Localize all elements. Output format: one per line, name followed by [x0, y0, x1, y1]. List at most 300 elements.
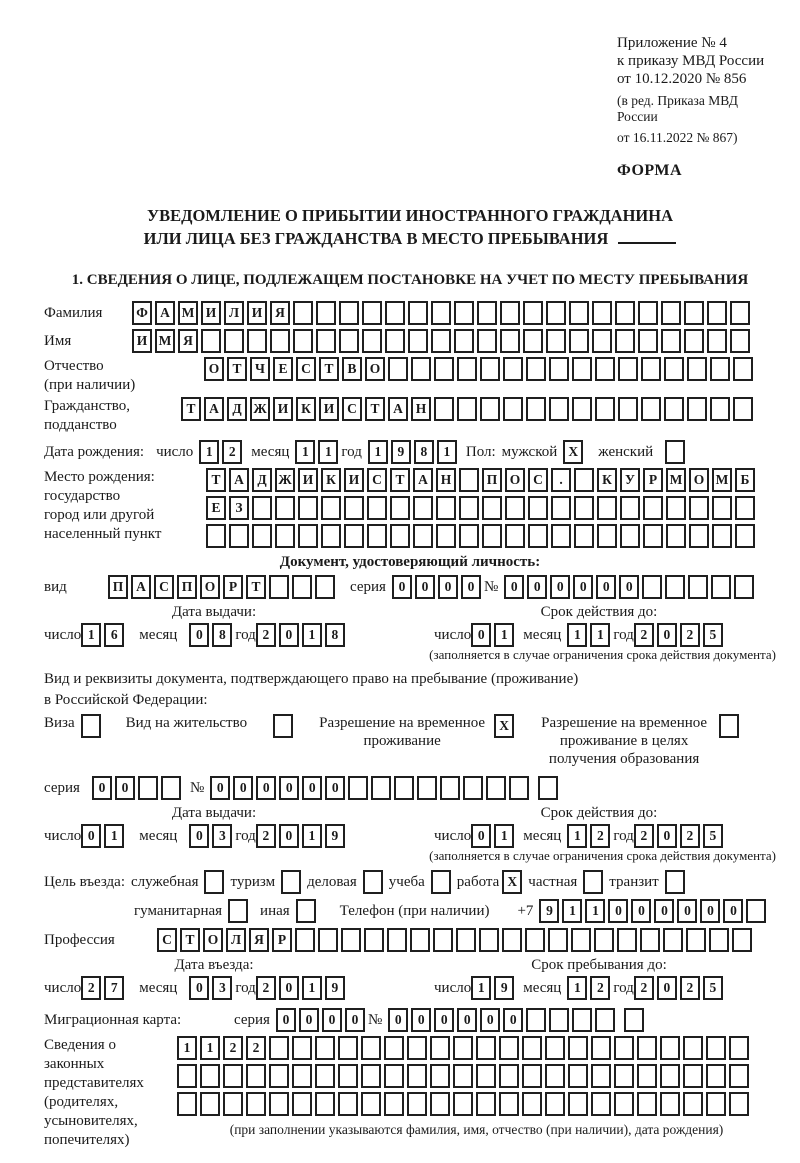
- filled-char-cell: 0: [302, 776, 322, 800]
- filled-char-cell: 3: [212, 976, 232, 1000]
- form-title: [44, 204, 776, 250]
- empty-char-cell: [526, 397, 546, 421]
- empty-char-cell: [615, 329, 635, 353]
- empty-char-cell: [643, 524, 663, 548]
- entry-date-col: [44, 956, 434, 1000]
- empty-char-cell: [298, 524, 318, 548]
- filled-char-cell: 0: [415, 575, 435, 599]
- filled-char-cell: 0: [677, 899, 697, 923]
- entry-year: [256, 976, 348, 1000]
- empty-char-cell: [341, 928, 361, 952]
- birth-place-row1: [206, 468, 758, 492]
- empty-char-cell: [269, 1064, 289, 1088]
- empty-char-cell: [549, 397, 569, 421]
- title-blank-line: [618, 228, 676, 244]
- filled-char-cell: И: [247, 301, 267, 325]
- empty-char-cell: [252, 496, 272, 520]
- filled-char-cell: М: [155, 329, 175, 353]
- empty-char-cell: [684, 301, 704, 325]
- residence-issue-month: [189, 824, 235, 848]
- empty-char-cell: [270, 329, 290, 353]
- purpose-study-checkbox: [431, 870, 451, 894]
- empty-char-cell: [614, 1092, 634, 1116]
- filled-char-cell: 0: [189, 976, 209, 1000]
- empty-char-cell: [476, 1064, 496, 1088]
- empty-char-cell: [546, 301, 566, 325]
- empty-char-cell: [545, 1092, 565, 1116]
- birth-year-label: год: [341, 443, 362, 460]
- residence-doc-series-row: [44, 776, 776, 800]
- empty-char-cell: [624, 1008, 644, 1032]
- surname-label: Фамилия: [44, 304, 103, 321]
- empty-char-cell: [569, 329, 589, 353]
- filled-char-cell: 0: [81, 824, 101, 848]
- empty-char-cell: [430, 1036, 450, 1060]
- empty-char-cell: [315, 1064, 335, 1088]
- filled-char-cell: 0: [461, 575, 481, 599]
- form-title-line1: УВЕДОМЛЕНИЕ О ПРИБЫТИИ ИНОСТРАННОГО ГРАЖДАНИНА: [146, 206, 674, 225]
- entry-date-heading: Дата въезда:: [174, 957, 254, 973]
- filled-char-cell: 0: [700, 899, 720, 923]
- phone-prefix: +7: [517, 902, 534, 919]
- empty-char-cell: [525, 928, 545, 952]
- filled-char-cell: Р: [643, 468, 663, 492]
- doc-issue-col: [44, 603, 434, 647]
- filled-char-cell: 0: [480, 1008, 500, 1032]
- empty-char-cell: [292, 1092, 312, 1116]
- doc-valid-col: [434, 603, 776, 647]
- empty-char-cell: [453, 1092, 473, 1116]
- empty-char-cell: [459, 468, 479, 492]
- empty-char-cell: [298, 496, 318, 520]
- doc-series-label: серия: [350, 578, 386, 595]
- empty-char-cell: [637, 1092, 657, 1116]
- filled-char-cell: Т: [206, 468, 226, 492]
- empty-char-cell: [388, 357, 408, 381]
- filled-char-cell: 1: [494, 824, 514, 848]
- empty-char-cell: [618, 397, 638, 421]
- purpose-official: служебная: [131, 870, 225, 894]
- empty-char-cell: [733, 357, 753, 381]
- residence-valid-day: [471, 824, 517, 848]
- filled-char-cell: 0: [503, 1008, 523, 1032]
- empty-char-cell: [338, 1092, 358, 1116]
- birth-place-label: Место рождения: государство город или другой населенный пункт: [44, 469, 162, 542]
- empty-char-cell: [361, 1064, 381, 1088]
- empty-char-cell: [361, 1036, 381, 1060]
- citizenship-cells: [181, 397, 756, 421]
- empty-char-cell: [707, 301, 727, 325]
- empty-char-cell: [551, 524, 571, 548]
- filled-char-cell: 1: [368, 440, 388, 464]
- filled-char-cell: .: [551, 468, 571, 492]
- empty-char-cell: [275, 496, 295, 520]
- doc-issue-month: [189, 623, 235, 647]
- empty-char-cell: [457, 397, 477, 421]
- edition-reference-line1: (в ред. Приказа МВД России: [617, 93, 738, 124]
- filled-char-cell: Т: [246, 575, 266, 599]
- empty-char-cell: [457, 357, 477, 381]
- empty-char-cell: [247, 329, 267, 353]
- phone-label: Телефон (при наличии): [339, 902, 490, 919]
- empty-char-cell: [503, 357, 523, 381]
- filled-char-cell: 9: [325, 824, 345, 848]
- filled-char-cell: 1: [562, 899, 582, 923]
- empty-char-cell: [523, 301, 543, 325]
- residence-issue-day: [81, 824, 127, 848]
- empty-char-cell: [643, 496, 663, 520]
- filled-char-cell: Е: [206, 496, 226, 520]
- empty-char-cell: [500, 329, 520, 353]
- empty-char-cell: [617, 928, 637, 952]
- form-title-line2: ИЛИ ЛИЦА БЕЗ ГРАЖДАНСТВА В МЕСТО ПРЕБЫВАНИЯ: [44, 227, 776, 250]
- filled-char-cell: М: [178, 301, 198, 325]
- filled-char-cell: 1: [177, 1036, 197, 1060]
- surname-cells: [132, 301, 753, 325]
- empty-char-cell: [387, 928, 407, 952]
- empty-char-cell: [384, 1064, 404, 1088]
- filled-char-cell: 6: [104, 623, 124, 647]
- empty-char-cell: [735, 524, 755, 548]
- residence-issue-heading: Дата выдачи:: [171, 805, 257, 821]
- empty-char-cell: [709, 928, 729, 952]
- filled-char-cell: 9: [539, 899, 559, 923]
- edu-residence-label: Разрешение на временное проживание в целях получения образования: [541, 715, 708, 767]
- given-name-row: [44, 329, 776, 353]
- filled-char-cell: 2: [223, 1036, 243, 1060]
- empty-char-cell: [665, 575, 685, 599]
- filled-char-cell: 1: [494, 623, 514, 647]
- filled-char-cell: 1: [567, 824, 587, 848]
- empty-char-cell: [431, 329, 451, 353]
- filled-char-cell: 0: [657, 976, 677, 1000]
- empty-char-cell: [660, 1092, 680, 1116]
- empty-char-cell: [407, 1064, 427, 1088]
- filled-char-cell: С: [367, 468, 387, 492]
- empty-char-cell: [733, 397, 753, 421]
- filled-char-cell: 0: [457, 1008, 477, 1032]
- empty-char-cell: [710, 357, 730, 381]
- residence-permit-checkbox: [273, 714, 293, 738]
- empty-char-cell: [638, 329, 658, 353]
- empty-char-cell: [293, 301, 313, 325]
- empty-char-cell: [413, 496, 433, 520]
- filled-char-cell: 2: [590, 824, 610, 848]
- forma-label: ФОРМА: [617, 162, 683, 179]
- empty-char-cell: [597, 524, 617, 548]
- filled-char-cell: О: [689, 468, 709, 492]
- empty-char-cell: [545, 1064, 565, 1088]
- filled-char-cell: 1: [437, 440, 457, 464]
- empty-char-cell: [683, 1092, 703, 1116]
- filled-char-cell: 0: [631, 899, 651, 923]
- empty-char-cell: [434, 397, 454, 421]
- filled-char-cell: И: [132, 329, 152, 353]
- filled-char-cell: 0: [345, 1008, 365, 1032]
- filled-char-cell: О: [200, 575, 220, 599]
- filled-char-cell: С: [157, 928, 177, 952]
- filled-char-cell: 0: [325, 776, 345, 800]
- empty-char-cell: [161, 776, 181, 800]
- filled-char-cell: В: [342, 357, 362, 381]
- empty-char-cell: [410, 928, 430, 952]
- representatives-label: Сведения о законных представителях (родителях, усыновителях, попечителях): [44, 1037, 144, 1148]
- visit-purpose-row: [44, 870, 776, 894]
- empty-char-cell: [505, 524, 525, 548]
- empty-char-cell: [712, 496, 732, 520]
- patronymic-label: Отчество (при наличии): [44, 358, 136, 393]
- representatives-cells: [177, 1036, 776, 1138]
- empty-char-cell: [456, 928, 476, 952]
- filled-char-cell: 0: [279, 623, 299, 647]
- representatives-block: [44, 1036, 776, 1150]
- empty-char-cell: [362, 301, 382, 325]
- empty-char-cell: [591, 1036, 611, 1060]
- filled-char-cell: Н: [411, 397, 431, 421]
- filled-char-cell: 8: [414, 440, 434, 464]
- empty-char-cell: [453, 1064, 473, 1088]
- filled-char-cell: 2: [590, 976, 610, 1000]
- empty-char-cell: [482, 524, 502, 548]
- empty-char-cell: [592, 301, 612, 325]
- empty-char-cell: [614, 1064, 634, 1088]
- empty-char-cell: [572, 357, 592, 381]
- empty-char-cell: [546, 329, 566, 353]
- citizenship-label: Гражданство, подданство: [44, 398, 131, 433]
- filled-char-cell: С: [154, 575, 174, 599]
- filled-char-cell: Д: [227, 397, 247, 421]
- empty-char-cell: [292, 575, 312, 599]
- sex-male-checkbox: X: [563, 440, 583, 464]
- empty-char-cell: [735, 496, 755, 520]
- empty-char-cell: [574, 524, 594, 548]
- empty-char-cell: [408, 329, 428, 353]
- empty-char-cell: [367, 496, 387, 520]
- filled-char-cell: Ж: [250, 397, 270, 421]
- purpose-private-checkbox: [583, 870, 603, 894]
- empty-char-cell: [663, 928, 683, 952]
- filled-char-cell: Я: [178, 329, 198, 353]
- stay-day: [471, 976, 517, 1000]
- filled-char-cell: 0: [573, 575, 593, 599]
- empty-char-cell: [730, 329, 750, 353]
- filled-char-cell: 0: [189, 824, 209, 848]
- phone-cells: [539, 899, 769, 923]
- filled-char-cell: 5: [703, 824, 723, 848]
- empty-char-cell: [522, 1036, 542, 1060]
- filled-char-cell: 0: [657, 623, 677, 647]
- purpose-humanitarian-checkbox: [228, 899, 248, 923]
- empty-char-cell: [592, 329, 612, 353]
- birth-day-label: число: [156, 443, 194, 460]
- empty-char-cell: [666, 496, 686, 520]
- stay-until-date: число 1 9 месяц 1 2 год 2 0 2 5: [434, 976, 776, 1000]
- empty-char-cell: [269, 1036, 289, 1060]
- filled-char-cell: 0: [189, 623, 209, 647]
- birth-date-label: Дата рождения:: [44, 443, 145, 460]
- empty-char-cell: [384, 1092, 404, 1116]
- stay-until-col: [434, 956, 776, 1000]
- empty-char-cell: [177, 1064, 197, 1088]
- empty-char-cell: [641, 357, 661, 381]
- filled-char-cell: А: [204, 397, 224, 421]
- residence-permit-label: Вид на жительство: [125, 715, 248, 731]
- empty-char-cell: [292, 1064, 312, 1088]
- filled-char-cell: 2: [680, 976, 700, 1000]
- filled-char-cell: 2: [680, 824, 700, 848]
- empty-char-cell: [321, 524, 341, 548]
- sex-female-checkbox: [665, 440, 685, 464]
- representatives-row1: [177, 1036, 776, 1060]
- empty-char-cell: [454, 301, 474, 325]
- filled-char-cell: 0: [471, 623, 491, 647]
- empty-char-cell: [730, 301, 750, 325]
- empty-char-cell: [683, 1036, 703, 1060]
- filled-char-cell: 2: [256, 623, 276, 647]
- entry-day: [81, 976, 127, 1000]
- filled-char-cell: Ж: [275, 468, 295, 492]
- filled-char-cell: О: [365, 357, 385, 381]
- empty-char-cell: [407, 1036, 427, 1060]
- empty-char-cell: [594, 928, 614, 952]
- residence-issue-col: [44, 804, 434, 848]
- filled-char-cell: 0: [233, 776, 253, 800]
- purpose-business: деловая: [307, 870, 383, 894]
- purpose-business-checkbox: [363, 870, 383, 894]
- filled-char-cell: 2: [634, 824, 654, 848]
- empty-char-cell: [430, 1092, 450, 1116]
- filled-char-cell: 0: [619, 575, 639, 599]
- order-reference-line1: к приказу МВД России: [617, 53, 765, 69]
- empty-char-cell: [486, 776, 506, 800]
- empty-char-cell: [545, 1036, 565, 1060]
- given-name-cells: [132, 329, 753, 353]
- stay-until-heading: Срок пребывания до:: [531, 957, 667, 973]
- empty-char-cell: [293, 329, 313, 353]
- empty-char-cell: [362, 329, 382, 353]
- filled-char-cell: 9: [494, 976, 514, 1000]
- empty-char-cell: [224, 329, 244, 353]
- filled-char-cell: 1: [81, 623, 101, 647]
- filled-char-cell: М: [712, 468, 732, 492]
- empty-char-cell: [246, 1064, 266, 1088]
- filled-char-cell: И: [319, 397, 339, 421]
- empty-char-cell: [223, 1092, 243, 1116]
- filled-char-cell: Р: [223, 575, 243, 599]
- empty-char-cell: [344, 496, 364, 520]
- empty-char-cell: [509, 776, 529, 800]
- filled-char-cell: Т: [180, 928, 200, 952]
- filled-char-cell: 2: [246, 1036, 266, 1060]
- empty-char-cell: [499, 1036, 519, 1060]
- empty-char-cell: [252, 524, 272, 548]
- filled-char-cell: 9: [391, 440, 411, 464]
- empty-char-cell: [620, 496, 640, 520]
- empty-char-cell: [503, 397, 523, 421]
- birth-month-label: месяц: [251, 443, 290, 460]
- doc-issue-year: [256, 623, 348, 647]
- empty-char-cell: [476, 1092, 496, 1116]
- sex-label: Пол:: [465, 443, 496, 460]
- purpose-other: иная: [260, 899, 316, 923]
- migration-card-label: Миграционная карта:: [44, 1011, 182, 1028]
- filled-char-cell: 0: [504, 575, 524, 599]
- empty-char-cell: [706, 1092, 726, 1116]
- filled-char-cell: 2: [256, 824, 276, 848]
- empty-char-cell: [463, 776, 483, 800]
- empty-char-cell: [229, 524, 249, 548]
- empty-char-cell: [568, 1092, 588, 1116]
- stay-month: [567, 976, 613, 1000]
- doc-valid-month: [567, 623, 613, 647]
- empty-char-cell: [637, 1064, 657, 1088]
- residence-doc-intro1: Вид и реквизиты документа, подтверждающего право на пребывание (проживание): [44, 671, 579, 687]
- empty-char-cell: [200, 1092, 220, 1116]
- empty-char-cell: [200, 1064, 220, 1088]
- empty-char-cell: [710, 397, 730, 421]
- empty-char-cell: [620, 524, 640, 548]
- empty-char-cell: [315, 575, 335, 599]
- empty-char-cell: [436, 496, 456, 520]
- empty-char-cell: [572, 1008, 592, 1032]
- empty-char-cell: [177, 1092, 197, 1116]
- residence-issue-date: число 0 1 месяц 0 3 год 2 0 1 9: [44, 824, 434, 848]
- edu-residence-checkbox: [719, 714, 739, 738]
- empty-char-cell: [732, 928, 752, 952]
- filled-char-cell: Д: [252, 468, 272, 492]
- filled-char-cell: 0: [388, 1008, 408, 1032]
- filled-char-cell: 0: [115, 776, 135, 800]
- doc-valid-day: [471, 623, 517, 647]
- empty-char-cell: [417, 776, 437, 800]
- residence-validity-note: (заполняется в случае ограничения срока действия документа): [429, 848, 776, 863]
- empty-char-cell: [640, 928, 660, 952]
- empty-char-cell: [371, 776, 391, 800]
- patronymic-cells: [204, 357, 756, 381]
- filled-char-cell: 0: [411, 1008, 431, 1032]
- empty-char-cell: [339, 329, 359, 353]
- empty-char-cell: [687, 397, 707, 421]
- empty-char-cell: [315, 1036, 335, 1060]
- filled-char-cell: 2: [634, 976, 654, 1000]
- citizenship-row: [44, 397, 776, 435]
- filled-char-cell: 0: [657, 824, 677, 848]
- order-reference-line2: от 10.12.2020 № 856: [617, 71, 747, 87]
- filled-char-cell: 1: [302, 824, 322, 848]
- doc-series-cells: [392, 575, 484, 599]
- purpose-private: частная: [528, 870, 603, 894]
- filled-char-cell: 0: [550, 575, 570, 599]
- empty-char-cell: [433, 928, 453, 952]
- empty-char-cell: [138, 776, 158, 800]
- empty-char-cell: [407, 1092, 427, 1116]
- empty-char-cell: [523, 329, 543, 353]
- migration-series-cells: [276, 1008, 368, 1032]
- filled-char-cell: К: [296, 397, 316, 421]
- filled-char-cell: К: [597, 468, 617, 492]
- birth-place-row2: [206, 496, 758, 520]
- empty-char-cell: [664, 357, 684, 381]
- filled-char-cell: И: [273, 397, 293, 421]
- empty-char-cell: [597, 496, 617, 520]
- residence-valid-month: [567, 824, 613, 848]
- purpose-transit-checkbox: [665, 870, 685, 894]
- doc-number-cells: [504, 575, 757, 599]
- empty-char-cell: [459, 496, 479, 520]
- empty-char-cell: [664, 397, 684, 421]
- filled-char-cell: Л: [226, 928, 246, 952]
- empty-char-cell: [385, 329, 405, 353]
